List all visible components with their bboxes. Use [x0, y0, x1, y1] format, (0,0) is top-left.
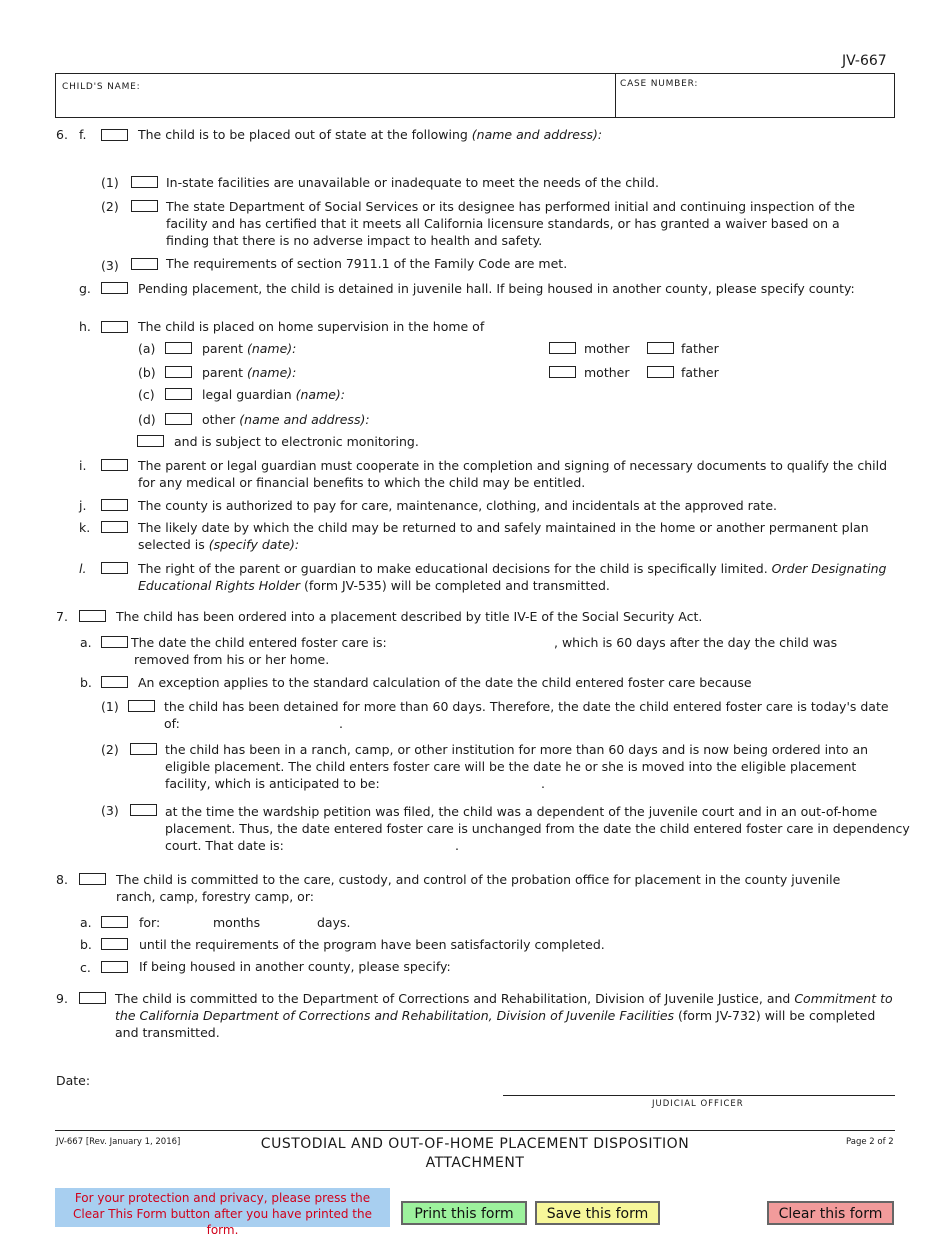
item-7b1-line1: the child has been detained for more than 60 days. Therefore, the date the child entered foster care is today's date: [164, 699, 889, 714]
item-8c-text: If being housed in another county, please specify:: [139, 959, 451, 974]
item-6hc-text: legal guardian (name):: [202, 387, 346, 402]
item-8b-text: until the requirements of the program have been satisfactorily completed.: [139, 937, 605, 952]
item-6ha-mother-checkbox[interactable]: [549, 342, 576, 354]
case-number-label: CASE NUMBER:: [620, 79, 699, 89]
item-6f3-text: The requirements of section 7911.1 of the Family Code are met.: [166, 256, 568, 271]
item-7b-checkbox[interactable]: [101, 676, 128, 688]
section-7-checkbox[interactable]: [79, 610, 106, 622]
item-6i-letter: i.: [79, 458, 87, 473]
print-form-button[interactable]: Print this form: [401, 1201, 527, 1225]
item-6ha-mother-label: mother: [584, 341, 630, 356]
section-9-line3: and transmitted.: [115, 1025, 220, 1040]
item-7a-line2: removed from his or her home.: [134, 652, 330, 667]
footer-title-line2: ATTACHMENT: [425, 1155, 525, 1171]
item-6h-letter: h.: [79, 319, 91, 334]
item-6g-checkbox[interactable]: [101, 282, 128, 294]
footer-revision: JV-667 [Rev. January 1, 2016]: [56, 1137, 181, 1147]
item-7b2-end: .: [541, 776, 545, 791]
item-6f2-checkbox[interactable]: [131, 200, 158, 212]
item-6k-line2: selected is (specify date):: [138, 537, 300, 552]
clear-form-button[interactable]: Clear this form: [767, 1201, 894, 1225]
section-8-number: 8.: [56, 872, 68, 887]
item-6hb-number: (b): [138, 365, 156, 380]
item-6l-letter: l.: [79, 561, 87, 576]
item-6f-checkbox[interactable]: [101, 129, 128, 141]
save-form-button[interactable]: Save this form: [535, 1201, 660, 1225]
item-6ha-text: parent (name):: [202, 341, 297, 356]
item-7b2-number: (2): [101, 742, 119, 757]
section-9-number: 9.: [56, 991, 68, 1006]
item-7b-text: An exception applies to the standard calculation of the date the child entered foster care because: [138, 675, 752, 690]
item-7b-letter: b.: [80, 675, 92, 690]
item-7b3-line1: at the time the wardship petition was filed, the child was a dependent of the juvenile court and in an out-of-home: [165, 804, 878, 819]
item-6hb-mother-label: mother: [584, 365, 630, 380]
item-6l-line1: The right of the parent or guardian to make educational decisions for the child is specifically limited. Order Designating: [138, 561, 887, 576]
item-6f1-text: In-state facilities are unavailable or inadequate to meet the needs of the child.: [166, 175, 659, 190]
item-6f-letter: f.: [79, 127, 87, 142]
item-7b1-line2: of:: [164, 716, 180, 731]
item-6l-checkbox[interactable]: [101, 562, 128, 574]
item-6hb-father-checkbox[interactable]: [647, 366, 674, 378]
section-9-line1: The child is committed to the Department of Corrections and Rehabilitation, Division of Juvenile Justice, and Commitment to: [115, 991, 893, 1006]
item-6h-monitoring-checkbox[interactable]: [137, 435, 164, 447]
item-7a-letter: a.: [80, 635, 92, 650]
item-7b1-checkbox[interactable]: [128, 700, 155, 712]
item-6ha-number: (a): [138, 341, 156, 356]
item-8a-months-label: months: [213, 915, 261, 930]
item-6hb-father-label: father: [681, 365, 719, 380]
item-6l-line2: Educational Rights Holder (form JV-535) will be completed and transmitted.: [138, 578, 610, 593]
item-6ha-father-label: father: [681, 341, 719, 356]
section-8-text: The child is committed to the care, custody, and control of the probation office for placement in the county juvenile ranch, camp, forestry camp, or:: [116, 872, 841, 904]
item-7a-text1: The date the child entered foster care is:: [131, 635, 387, 650]
item-6hd-text: other (name and address):: [202, 412, 370, 427]
item-8a-for-label: for:: [139, 915, 161, 930]
childs-name-label: CHILD'S NAME:: [62, 82, 141, 92]
item-6f1-number: (1): [101, 175, 119, 190]
item-7b2-checkbox[interactable]: [130, 743, 157, 755]
item-6k-checkbox[interactable]: [101, 521, 128, 533]
item-6g-text: Pending placement, the child is detained in juvenile hall. If being housed in another county, please specify county:: [138, 281, 855, 296]
item-6h-checkbox[interactable]: [101, 321, 128, 333]
footer-rule: [55, 1130, 895, 1131]
section-9-checkbox[interactable]: [79, 992, 106, 1004]
section-9-line2: the California Department of Corrections and Rehabilitation, Division of Juvenile Facilities (form JV-732) will be completed: [115, 1008, 876, 1023]
item-7b2-line2: eligible placement. The child enters foster care will be the date he or she is moved into the eligible placement: [165, 759, 857, 774]
item-7b1-end: .: [339, 716, 343, 731]
item-8c-letter: c.: [80, 960, 91, 975]
item-6hd-checkbox[interactable]: [165, 413, 192, 425]
item-6j-checkbox[interactable]: [101, 499, 128, 511]
item-6k-letter: k.: [79, 520, 91, 535]
item-7b3-end: .: [455, 838, 459, 853]
item-6f2-number: (2): [101, 199, 119, 214]
item-8b-letter: b.: [80, 937, 92, 952]
item-8b-checkbox[interactable]: [101, 938, 128, 950]
item-6ha-checkbox[interactable]: [165, 342, 192, 354]
item-7b3-checkbox[interactable]: [130, 804, 157, 816]
item-6f3-number: (3): [101, 258, 119, 273]
item-6h-monitoring-text: and is subject to electronic monitoring.: [174, 434, 419, 449]
item-8a-letter: a.: [80, 915, 92, 930]
privacy-notice: For your protection and privacy, please press the Clear This Form button after you have printed the form.: [55, 1188, 390, 1227]
header-box: [55, 73, 895, 118]
item-6hc-number: (c): [138, 387, 155, 402]
form-id: JV-667: [842, 53, 887, 69]
item-7b1-number: (1): [101, 699, 119, 714]
item-6h-text: The child is placed on home supervision in the home of: [138, 319, 485, 334]
item-6f3-checkbox[interactable]: [131, 258, 158, 270]
item-6f-text: The child is to be placed out of state at the following (name and address):: [138, 127, 603, 142]
judicial-officer-label: JUDICIAL OFFICER: [652, 1099, 744, 1109]
item-7b3-line2: placement. Thus, the date entered foster care is unchanged from the date the child entered foster care in dependency: [165, 821, 910, 836]
item-8c-checkbox[interactable]: [101, 961, 128, 973]
item-7a-checkbox[interactable]: [101, 636, 128, 648]
item-6ha-father-checkbox[interactable]: [647, 342, 674, 354]
item-6f2-text: The state Department of Social Services or its designee has performed initial and continuing inspection of the facility and has certified that it meets all California licensure standards, or has granted a waiver based on a finding that there is no adverse impact to health and safety.: [166, 199, 855, 248]
section-6-number: 6.: [56, 127, 68, 142]
item-6hd-number: (d): [138, 412, 156, 427]
header-divider: [615, 74, 616, 117]
item-7a-text2: , which is 60 days after the day the child was: [554, 635, 838, 650]
date-label: Date:: [56, 1073, 91, 1088]
item-6hc-checkbox[interactable]: [165, 388, 192, 400]
item-6f1-checkbox[interactable]: [131, 176, 158, 188]
item-6hb-checkbox[interactable]: [165, 366, 192, 378]
item-8a-checkbox[interactable]: [101, 916, 128, 928]
item-6g-letter: g.: [79, 281, 91, 296]
footer-title-line1: CUSTODIAL AND OUT-OF-HOME PLACEMENT DISPOSITION: [260, 1136, 690, 1152]
item-7b3-number: (3): [101, 803, 119, 818]
item-6hb-mother-checkbox[interactable]: [549, 366, 576, 378]
footer-page-number: Page 2 of 2: [846, 1137, 894, 1147]
section-7-text: The child has been ordered into a placement described by title IV-E of the Social Security Act.: [116, 609, 703, 624]
item-6i-text: The parent or legal guardian must cooperate in the completion and signing of necessary documents to qualify the child for any medical or financial benefits to which the child may be entitled.: [138, 458, 888, 490]
item-6i-checkbox[interactable]: [101, 459, 128, 471]
section-7-number: 7.: [56, 609, 68, 624]
item-6j-letter: j.: [79, 498, 87, 513]
item-6k-line1: The likely date by which the child may be returned to and safely maintained in the home or another permanent plan: [138, 520, 869, 535]
section-8-checkbox[interactable]: [79, 873, 106, 885]
item-7b2-line3: facility, which is anticipated to be:: [165, 776, 380, 791]
item-7b3-line3: court. That date is:: [165, 838, 284, 853]
item-7b2-line1: the child has been in a ranch, camp, or other institution for more than 60 days and is now being ordered into an: [165, 742, 869, 757]
item-6j-text: The county is authorized to pay for care, maintenance, clothing, and incidentals at the approved rate.: [138, 498, 777, 513]
item-6hb-text: parent (name):: [202, 365, 297, 380]
item-8a-days-label: days.: [317, 915, 351, 930]
